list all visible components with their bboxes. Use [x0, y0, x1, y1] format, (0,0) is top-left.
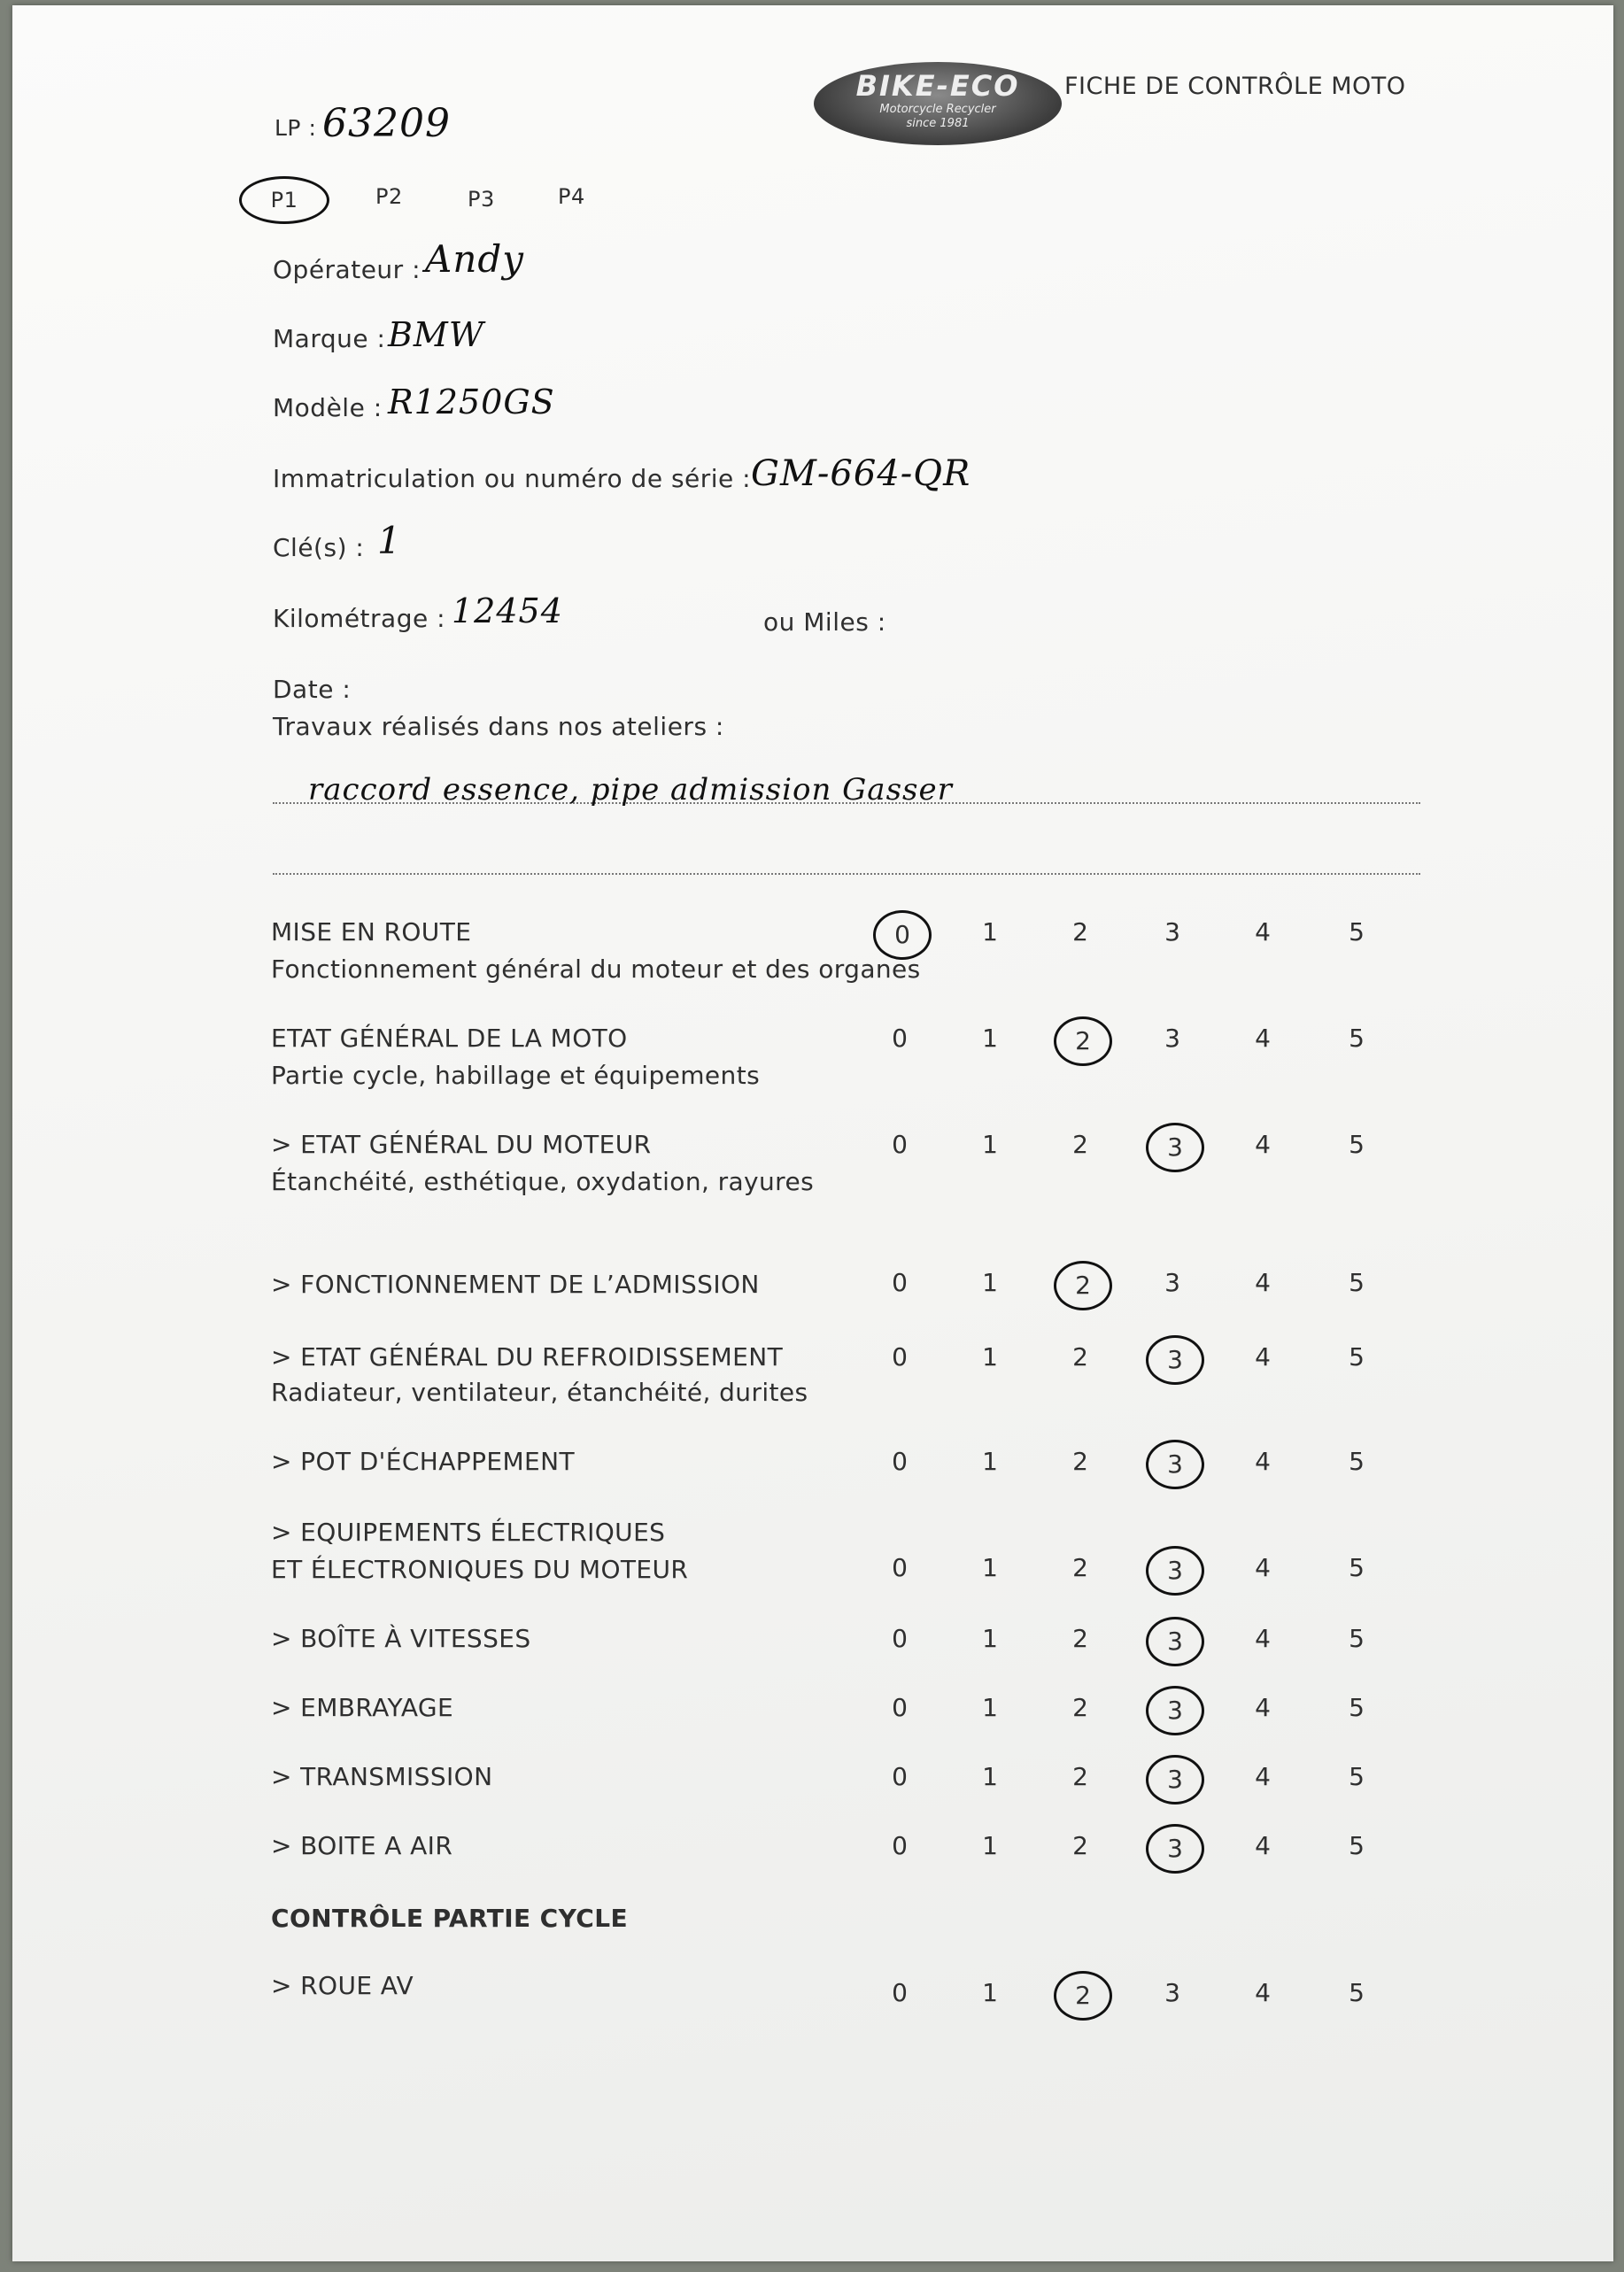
score-5: 5 [1349, 1553, 1365, 1582]
registration-value: GM-664-QR [751, 453, 971, 494]
score-0-selected: 0 [873, 910, 932, 960]
score-4: 4 [1255, 1447, 1271, 1476]
score-4: 4 [1255, 1762, 1271, 1791]
row-title: ETAT GÉNÉRAL DE LA MOTO [271, 1024, 628, 1053]
score-3-selected: 3 [1146, 1617, 1204, 1666]
row-subtitle: Radiateur, ventilateur, étanchéité, durites [271, 1378, 808, 1407]
score-4: 4 [1255, 1978, 1271, 2007]
score-3-selected: 3 [1146, 1755, 1204, 1804]
score-2: 2 [1072, 1553, 1088, 1582]
score-2: 2 [1072, 1693, 1088, 1722]
row-title: > ROUE AV [271, 1971, 414, 2000]
row-title: > BOITE A AIR [271, 1831, 453, 1860]
score-0: 0 [892, 1447, 908, 1476]
row-subtitle: ET ÉLECTRONIQUES DU MOTEUR [271, 1555, 689, 1584]
section-cycle-title: CONTRÔLE PARTIE CYCLE [271, 1904, 629, 1933]
score-3-selected: 3 [1146, 1824, 1204, 1874]
score-0: 0 [892, 1553, 908, 1582]
keys-value: 1 [377, 519, 402, 562]
lp-label: LP : [275, 115, 317, 141]
score-1: 1 [982, 1130, 998, 1159]
score-1: 1 [982, 1978, 998, 2007]
score-0: 0 [892, 1978, 908, 2007]
score-1: 1 [982, 1762, 998, 1791]
row-title: > FONCTIONNEMENT DE L’ADMISSION [271, 1270, 760, 1299]
bike-eco-logo [814, 62, 1062, 145]
score-0: 0 [892, 1024, 908, 1053]
position-p4: P4 [558, 184, 585, 209]
score-2: 2 [1072, 1831, 1088, 1860]
score-3-selected: 3 [1146, 1440, 1204, 1489]
score-1: 1 [982, 1342, 998, 1372]
score-4: 4 [1255, 1624, 1271, 1653]
score-4: 4 [1255, 917, 1271, 947]
logo-tagline: Motorcycle Recycler [879, 103, 996, 116]
row-subtitle: Étanchéité, esthétique, oxydation, rayures [271, 1167, 815, 1196]
score-5: 5 [1349, 1978, 1365, 2007]
score-2: 2 [1072, 917, 1088, 947]
score-3: 3 [1164, 1978, 1180, 2007]
score-5: 5 [1349, 1342, 1365, 1372]
row-title: > POT D'ÉCHAPPEMENT [271, 1447, 575, 1476]
score-5: 5 [1349, 1268, 1365, 1297]
score-5: 5 [1349, 1831, 1365, 1860]
score-5: 5 [1349, 1693, 1365, 1722]
works-value: raccord essence, pipe admission Gasser [308, 772, 953, 808]
score-3: 3 [1164, 917, 1180, 947]
score-2: 2 [1072, 1342, 1088, 1372]
score-3-selected: 3 [1146, 1546, 1204, 1596]
score-0: 0 [892, 1268, 908, 1297]
score-0: 0 [892, 1831, 908, 1860]
score-1: 1 [982, 1693, 998, 1722]
brand-value: BMW [388, 315, 484, 354]
score-0: 0 [892, 1693, 908, 1722]
score-4: 4 [1255, 1831, 1271, 1860]
mileage-label: Kilométrage : [273, 604, 446, 633]
row-subtitle: Fonctionnement général du moteur et des organes [271, 954, 921, 984]
score-1: 1 [982, 1268, 998, 1297]
row-title: > ETAT GÉNÉRAL DU REFROIDISSEMENT [271, 1342, 784, 1372]
mileage-value: 12454 [452, 591, 563, 630]
score-1: 1 [982, 917, 998, 947]
score-4: 4 [1255, 1553, 1271, 1582]
score-4: 4 [1255, 1268, 1271, 1297]
lp-value: 63209 [322, 101, 451, 146]
date-label: Date : [273, 675, 352, 704]
score-3-selected: 3 [1146, 1686, 1204, 1735]
logo-brand: BIKE-ECO [855, 69, 1020, 103]
row-title: > EQUIPEMENTS ÉLECTRIQUES [271, 1518, 666, 1547]
score-4: 4 [1255, 1693, 1271, 1722]
score-4: 4 [1255, 1024, 1271, 1053]
brand-label: Marque : [273, 324, 386, 353]
score-5: 5 [1349, 1447, 1365, 1476]
operator-label: Opérateur : [273, 255, 421, 284]
score-5: 5 [1349, 1130, 1365, 1159]
row-title: MISE EN ROUTE [271, 917, 472, 947]
score-0: 0 [892, 1130, 908, 1159]
score-3-selected: 3 [1146, 1123, 1204, 1172]
score-2-selected: 2 [1054, 1971, 1112, 2021]
score-0: 0 [892, 1342, 908, 1372]
score-2: 2 [1072, 1130, 1088, 1159]
score-4: 4 [1255, 1342, 1271, 1372]
score-3-selected: 3 [1146, 1335, 1204, 1385]
registration-label: Immatriculation ou numéro de série : [273, 464, 752, 493]
score-1: 1 [982, 1831, 998, 1860]
score-2: 2 [1072, 1762, 1088, 1791]
row-subtitle: Partie cycle, habillage et équipements [271, 1061, 761, 1090]
model-value: R1250GS [388, 383, 555, 421]
row-title: > ETAT GÉNÉRAL DU MOTEUR [271, 1130, 652, 1159]
keys-label: Clé(s) : [273, 533, 365, 562]
row-title: > TRANSMISSION [271, 1762, 493, 1791]
works-label: Travaux réalisés dans nos ateliers : [273, 712, 724, 741]
position-p3: P3 [468, 187, 495, 212]
score-1: 1 [982, 1624, 998, 1653]
page-title: FICHE DE CONTRÔLE MOTO [1064, 73, 1406, 100]
position-p2: P2 [375, 184, 403, 209]
row-title: > BOÎTE À VITESSES [271, 1624, 531, 1653]
score-4: 4 [1255, 1130, 1271, 1159]
operator-value: Andy [425, 237, 524, 281]
model-label: Modèle : [273, 393, 383, 422]
position-p1: P1 [239, 176, 329, 224]
score-2-selected: 2 [1054, 1016, 1112, 1066]
logo-tagline-since: since 1981 [906, 117, 970, 130]
score-2: 2 [1072, 1447, 1088, 1476]
score-0: 0 [892, 1762, 908, 1791]
score-2-selected: 2 [1054, 1261, 1112, 1310]
score-5: 5 [1349, 1762, 1365, 1791]
score-0: 0 [892, 1624, 908, 1653]
score-5: 5 [1349, 1624, 1365, 1653]
score-1: 1 [982, 1553, 998, 1582]
score-2: 2 [1072, 1624, 1088, 1653]
score-5: 5 [1349, 917, 1365, 947]
score-3: 3 [1164, 1024, 1180, 1053]
score-3: 3 [1164, 1268, 1180, 1297]
row-title: > EMBRAYAGE [271, 1693, 454, 1722]
score-5: 5 [1349, 1024, 1365, 1053]
score-1: 1 [982, 1447, 998, 1476]
works-line-2 [273, 873, 1420, 875]
control-sheet [12, 5, 1613, 2261]
score-1: 1 [982, 1024, 998, 1053]
miles-label: ou Miles : [763, 607, 886, 637]
